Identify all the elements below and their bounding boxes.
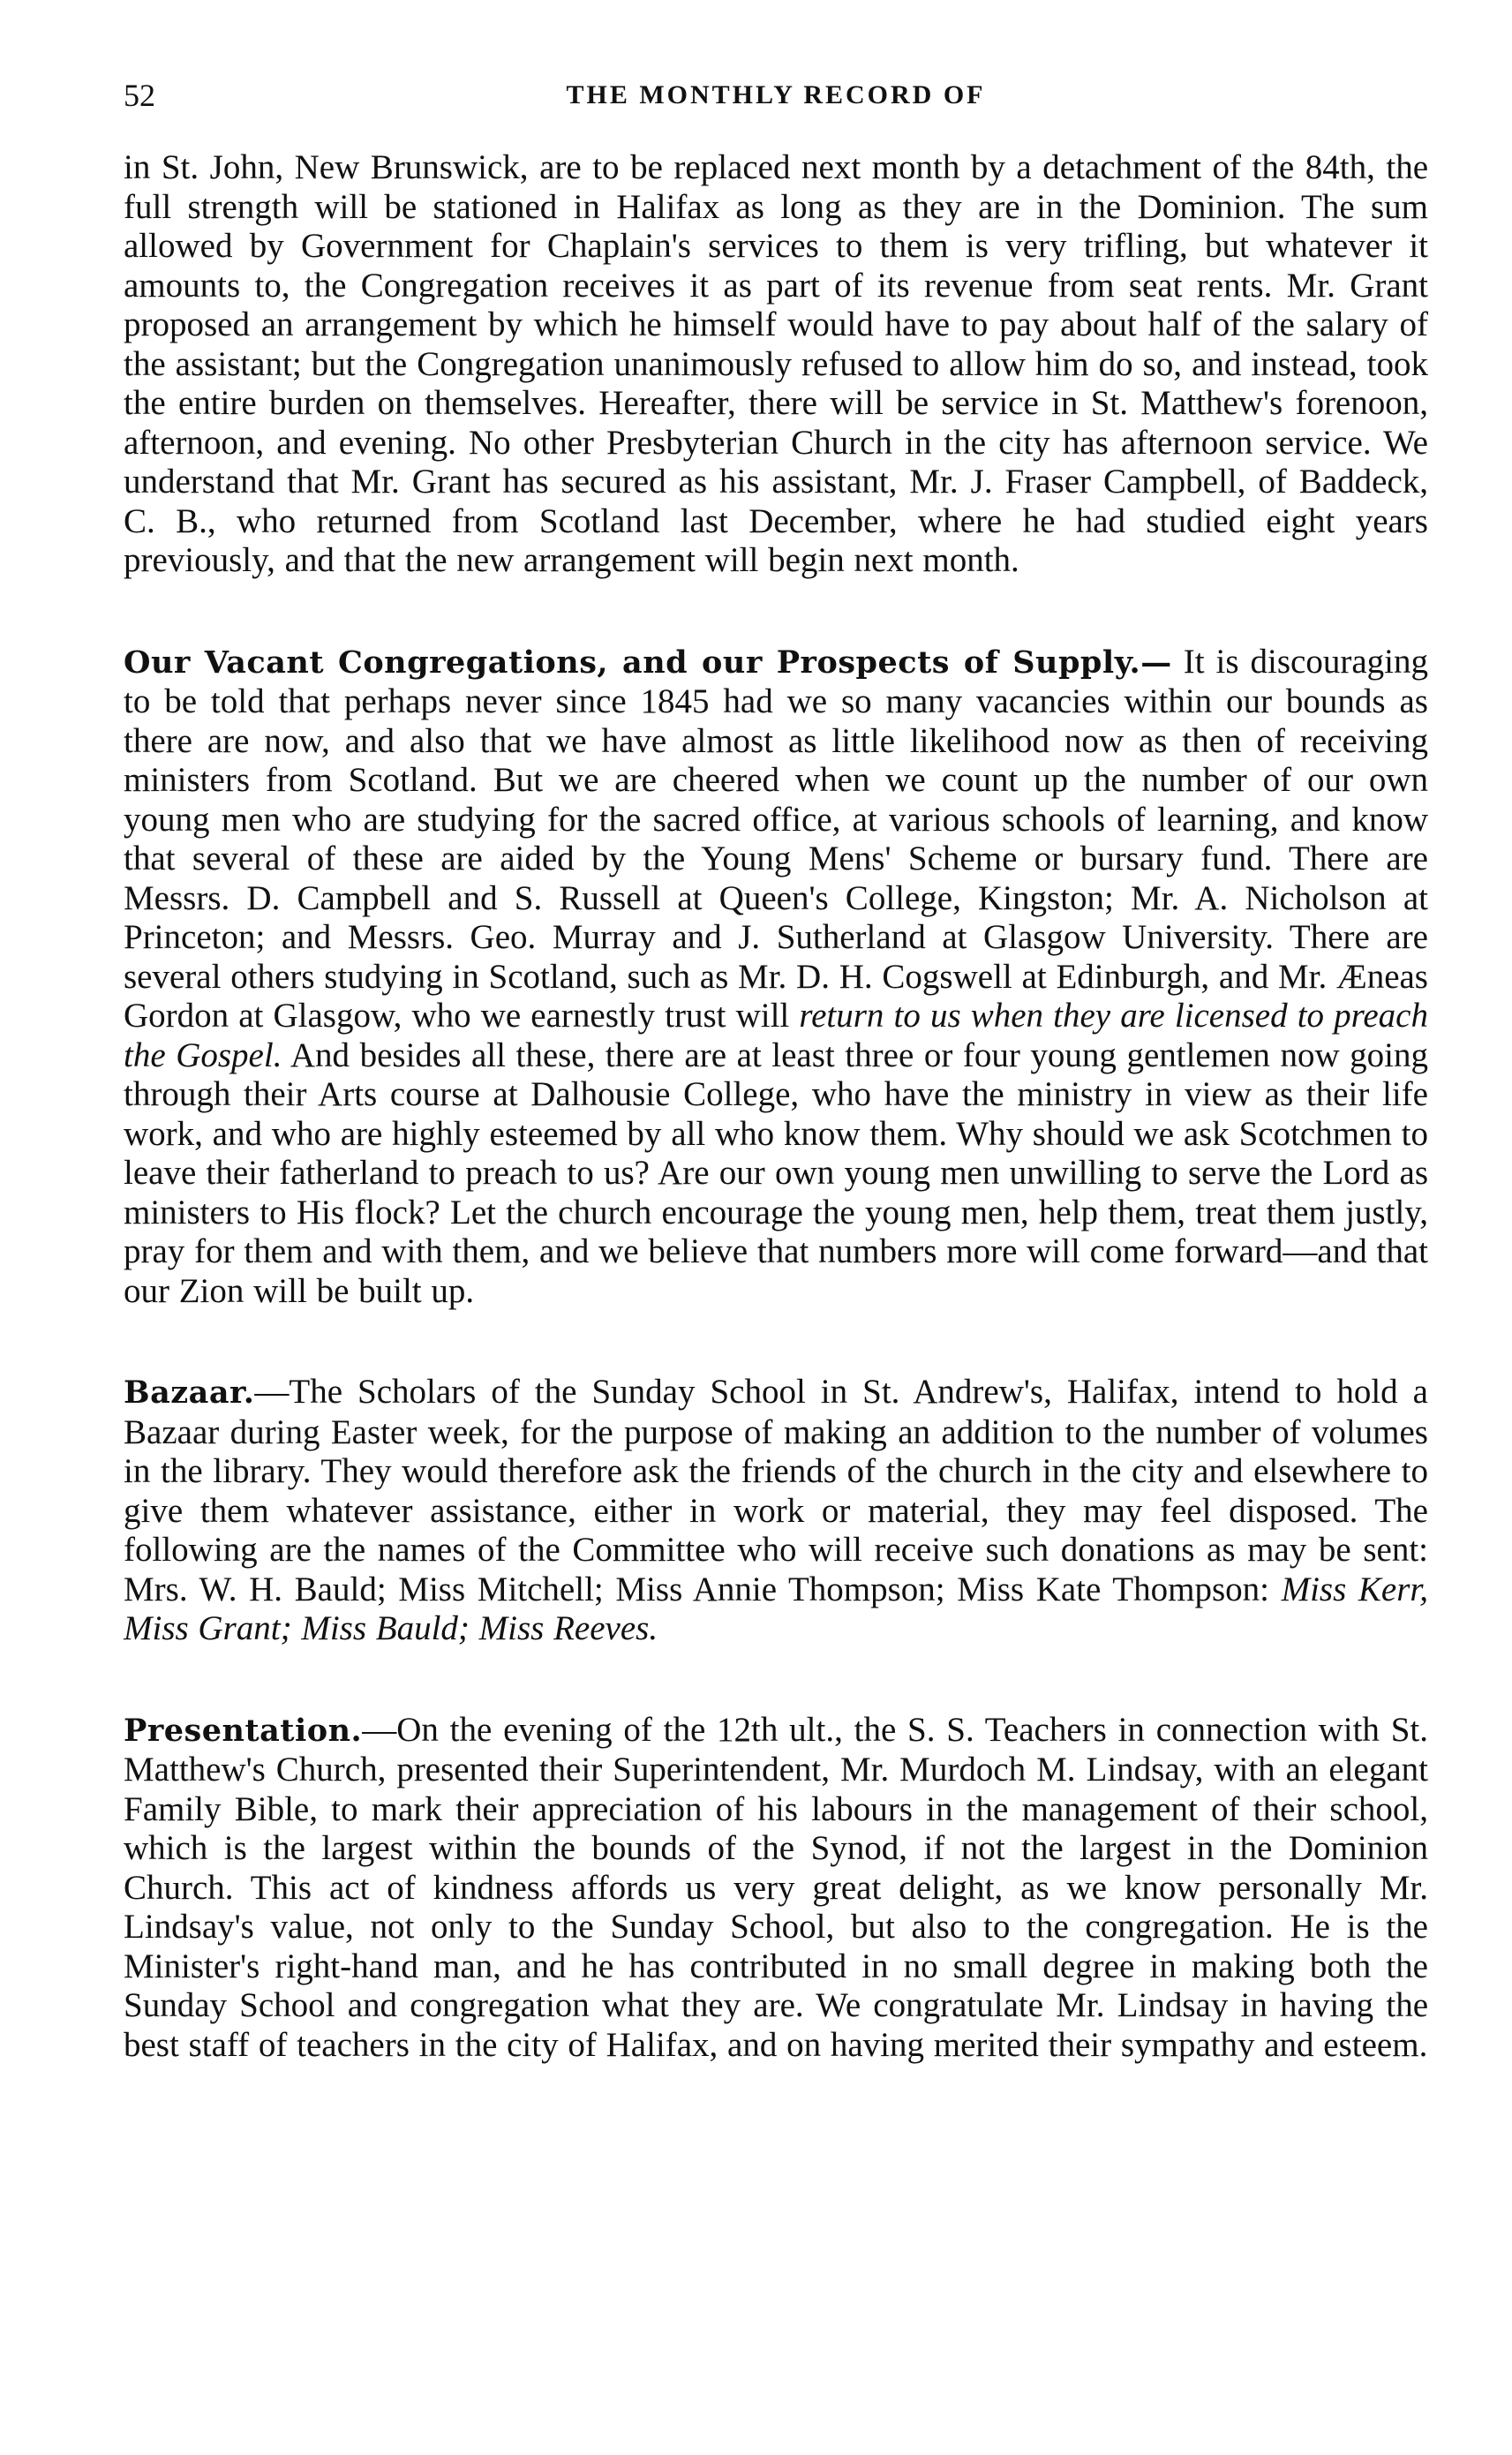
bazaar-paragraph [124, 1373, 1428, 1649]
page-header [124, 69, 1428, 122]
vacant-congregations-text-b: And besides all these, there are at least three or four young gentlemen now going through their Arts course at Dalhousie College, who have the ministry in view as their life work, and who are highly esteemed by all who know them. Why should we ask Scotchmen to leave their fatherland to preach to us? Are our own young men unwilling to serve the Lord as ministers to His flock? Let the church encourage the young men, help them, treat them justly, pray for them and with them, and we believe that numbers more will come forward—and that our Zion will be built up. [124, 1035, 1428, 1310]
presentation-text: —On the evening of the 12th ult., the S. S. Teachers in connection with St. Matthew's Church, presented their Superintendent, Mr. Murdoch M. Lindsay, with an elegant Family Bible, to mark their appreciation of his labours in the management of their school, which is the largest within the bounds of the Synod, if not the largest in the Dominion Church. This act of kindness affords us very great delight, as we know personally Mr. Lindsay's value, not only to the Sunday School, but also to the congregation. He is the Minister's right-hand man, and he has contributed in no small degree in making both the Sunday School and congregation what they are. We congratulate Mr. Lindsay in having the best staff of teachers in the city of Halifax, and on having merited their sympathy and esteem. [124, 1710, 1428, 2064]
bazaar-heading: Bazaar. [124, 1374, 255, 1411]
presentation-heading: Presentation. [124, 1712, 363, 1749]
intro-text: in St. John, New Brunswick, are to be replaced next month by a detachment of the 84th, the full strength will be stationed in Halifax as long as they are in the Dominion. The sum allowed by Government for Chaplain's services to them is very trifling, but whatever it amounts to, the Congregation receives it as part of its revenue from seat rents. Mr. Grant proposed an arrangement by which he himself would have to pay about half of the salary of the assistant; but the Congregation unanimously refused to allow him do so, and instead, took the entire burden on themselves. Hereafter, there will be service in St. Matthew's forenoon, afternoon, and evening. No other Presbyterian Church in the city has afternoon service. We understand that Mr. Grant has secured as his assistant, Mr. J. Fraser Campbell, of Baddeck, C. B., who returned from Scotland last December, where he had studied eight years previously, and that the new arrangement will begin next month. [124, 148, 1428, 579]
article-body [124, 148, 1428, 2065]
vacant-congregations-heading: Our Vacant Congregations, and our Prospects of Supply.— [124, 644, 1172, 681]
vacant-congregations-text-a: It is discouraging to be told that perhaps never since 1845 had we so many vacancies within our bounds as there are now, and also that we have almost as little likelihood now as then of receiving ministers from Scotland. But we are cheered when we count up the number of our own young men who are studying for the sacred office, at various schools of learning, and know that several of these are aided by the Young Mens' Scheme or bursary fund. There are Messrs. D. Campbell and S. Russell at Queen's College, Kingston; Mr. A. Nicholson at Princeton; and Messrs. Geo. Murray and J. Sutherland at Glasgow University. There are several others studying in Scotland, such as Mr. D. H. Cogswell at Edinburgh, and Mr. Æneas Gordon at Glasgow, who we earnestly trust will [124, 642, 1428, 1035]
vacant-congregations-italic: return to us when they are licensed to preach the Gospel. [124, 997, 1428, 1074]
running-title: THE MONTHLY RECORD OF [566, 80, 986, 109]
bazaar-committee-names: Miss Kerr, Miss Grant; Miss Bauld; Miss Reeves. [124, 1570, 1428, 1647]
intro-paragraph [124, 148, 1428, 581]
page-number: 52 [124, 78, 155, 113]
bazaar-text: —The Scholars of the Sunday School in St. Andrew's, Halifax, intend to hold a Bazaar during Easter week, for the purpose of making an addition to the number of volumes in the library. They would therefore ask the friends of the church in the city and elsewhere to give them whatever assistance, either in work or material, they may feel disposed. The following are the names of the Committee who will receive such donations as may be sent: Mrs. W. H. Bauld; Miss Mitchell; Miss Annie Thompson; Miss Kate Thompson: [124, 1373, 1428, 1608]
presentation-paragraph [124, 1711, 1428, 2066]
vacant-congregations-paragraph [124, 643, 1428, 1312]
